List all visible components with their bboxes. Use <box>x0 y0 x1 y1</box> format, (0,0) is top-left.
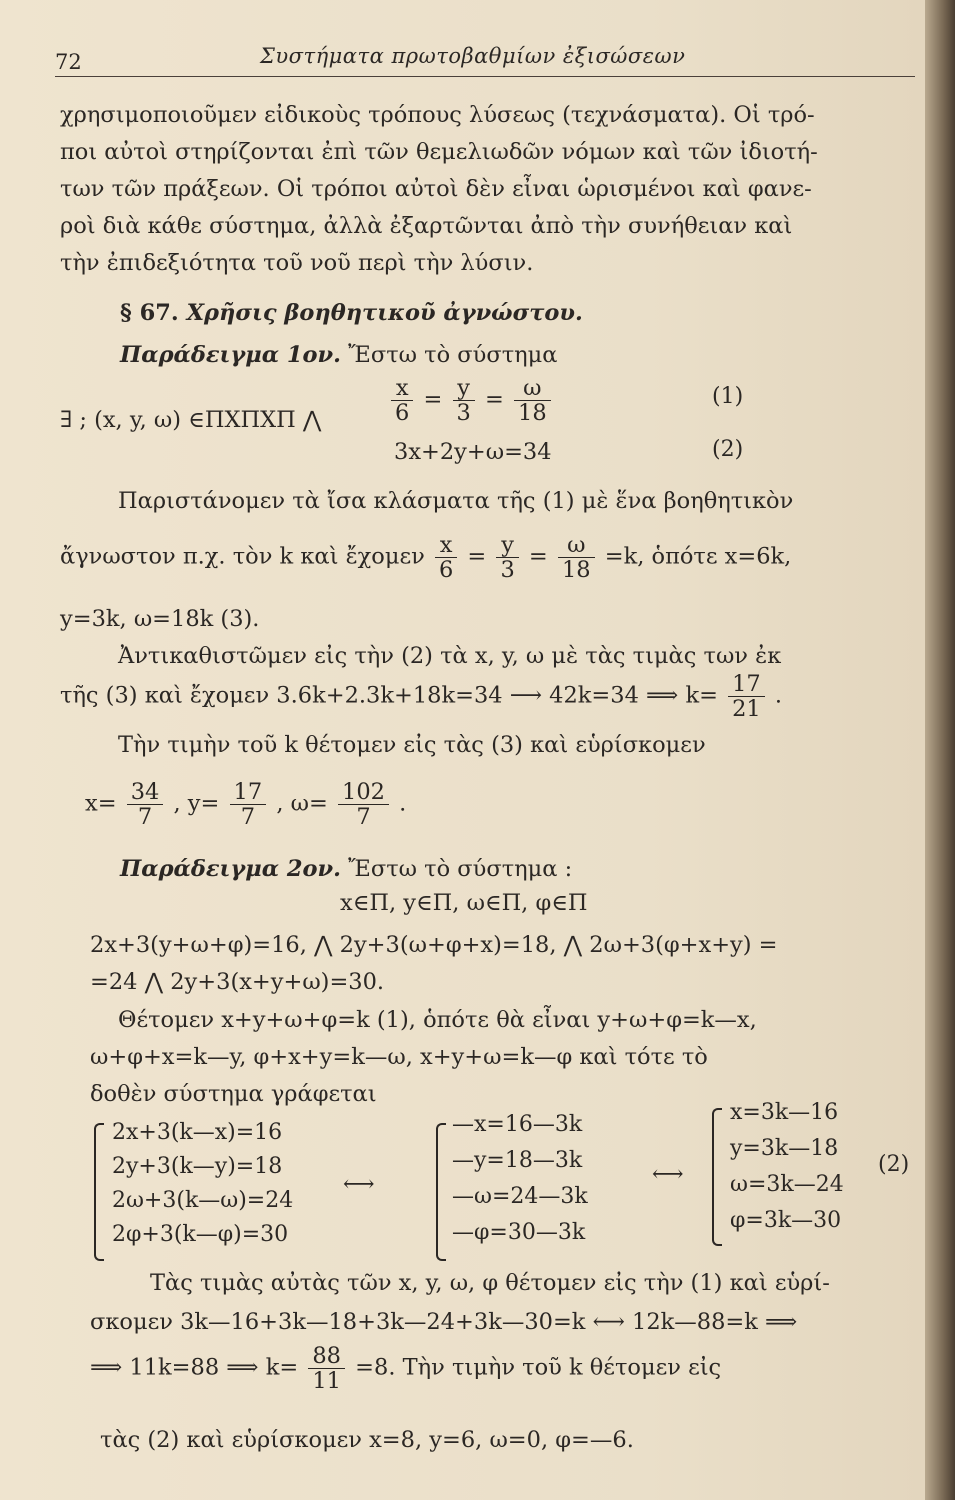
sys-c-4: φ=3k—30 <box>730 1208 842 1233</box>
frac-num: 102 <box>338 780 389 805</box>
brace-a <box>94 1123 104 1261</box>
example2-label: Παράδειγμα 2ον. <box>120 856 342 882</box>
frac-den: 7 <box>356 804 371 830</box>
frac-k <box>728 672 765 721</box>
frac-den: 6 <box>438 557 454 583</box>
equals-sign: = <box>467 543 487 570</box>
ex2-text-2: =24 ⋀ 2y+3(x+y+ω)=30. <box>90 969 385 995</box>
example1-eq1 <box>388 376 554 425</box>
section-number: § 67. <box>120 300 179 326</box>
eq2-number: (2) <box>712 437 744 462</box>
example1-eq2: 3x+2y+ω=34 <box>394 439 552 465</box>
frac-num: 88 <box>308 1344 345 1369</box>
frac-num: x <box>435 533 457 558</box>
ex2-text-4: ω+φ+x=k—y, φ+x+y=k—ω, x+y+ω=k—φ καὶ τότε τὸ <box>90 1044 708 1070</box>
frac-x-6 <box>435 533 457 582</box>
frac-w <box>338 780 389 829</box>
ex2-text-7: σκομεν 3k—16+3k—18+3k—24+3k—30=k ⟷ 12k—88=k ⟹ <box>90 1309 798 1335</box>
example2-intro: Ἔστω τὸ σύστημα : <box>348 856 573 882</box>
frac-num: ω <box>514 376 551 401</box>
frac-num: 34 <box>127 780 164 805</box>
arrow-2: ⟷ <box>652 1162 684 1187</box>
sol-w-lhs: , ω= <box>276 790 328 817</box>
running-title: Συστήματα πρωτοβαθμίων ἐξισώσεων <box>260 44 686 68</box>
ex1-text-5-end: . <box>774 682 783 709</box>
intro-line-4: ροὶ διὰ κάθε σύστημα, ἀλλὰ ἐξαρτῶνται ἀπὸ τὴν συνήθειαν καὶ <box>60 213 793 239</box>
sol-x-lhs: x= <box>85 790 117 817</box>
section-title: Χρῆσις βοηθητικοῦ ἀγνώστου. <box>186 300 583 326</box>
frac-den: 11 <box>312 1368 341 1394</box>
intro-line-1: χρησιμοποιοῦμεν εἰδικοὺς τρόπους λύσεως (τεχνάσματα). Οἱ τρό- <box>60 102 815 128</box>
frac-den: 7 <box>137 804 153 830</box>
ex1-text-2-start: ἄγνωστον π.χ. τὸν k καὶ ἔχομεν <box>60 543 425 570</box>
sys-c-3: ω=3k—24 <box>730 1172 844 1197</box>
intro-line-3: των τῶν πράξεων. Οἱ τρόποι αὐτοὶ δὲν εἶναι ὡρισμένοι καὶ φανε- <box>60 176 812 202</box>
intro-line-2: ποι αὐτοὶ στηρίζονται ἐπὶ τῶν θεμελιωδῶν νόμων καὶ τῶν ἰδιοτή- <box>60 139 818 165</box>
ex2-text-6: Τὰς τιμὰς αὐτὰς τῶν x, y, ω, φ θέτομεν εἰς τὴν (1) καὶ εὑρί- <box>150 1270 830 1296</box>
frac-den: 7 <box>240 804 256 830</box>
ex2-text-1: 2x+3(y+ω+φ)=16, ⋀ 2y+3(ω+φ+x)=18, ⋀ 2ω+3(φ+x+y) = <box>90 932 778 958</box>
sys-b-2: —y=18—3k <box>452 1148 583 1173</box>
sys-number: (2) <box>878 1152 910 1177</box>
ex1-text-5-start: τῆς (3) καὶ ἔχομεν 3.6k+2.3k+18k=34 ⟶ 42k=34 ⟹ k= <box>60 682 718 709</box>
frac-den: 18 <box>518 400 547 426</box>
section-heading <box>120 298 583 328</box>
frac-num: y <box>496 533 518 558</box>
ex1-text-1: Παριστάνομεν τὰ ἴσα κλάσματα τῆς (1) μὲ ἕνα βοηθητικὸν <box>118 488 794 514</box>
frac-num: 17 <box>230 780 267 805</box>
frac-w-18 <box>514 376 551 425</box>
brace-b <box>436 1123 446 1261</box>
sys-b-3: —ω=24—3k <box>452 1184 588 1209</box>
ex2-text-9: τὰς (2) καὶ εὑρίσκομεν x=8, y=6, ω=0, φ=—6. <box>100 1427 634 1453</box>
book-spine <box>925 0 955 1500</box>
page-number: 72 <box>55 50 82 74</box>
ex1-text-4: Ἀντικαθιστῶμεν εἰς τὴν (2) τὰ x, y, ω μὲ τὰς τιμὰς των ἐκ <box>118 643 782 669</box>
ex2-text-5: δοθὲν σύστημα γράφεται <box>90 1081 377 1107</box>
ex1-text-2 <box>60 533 791 582</box>
frac-den: 3 <box>456 400 471 426</box>
frac-num: x <box>391 376 413 401</box>
equals-sign: = <box>484 386 504 413</box>
equals-sign: = <box>528 543 548 570</box>
ex1-text-6: Τὴν τιμὴν τοῦ k θέτομεν εἰς τὰς (3) καὶ εὑρίσκομεν <box>118 732 706 758</box>
frac-x-6 <box>391 376 413 425</box>
ex1-text-2-end: =k, ὁπότε x=6k, <box>604 543 792 570</box>
frac-x <box>127 780 164 829</box>
frac-num: y <box>453 376 475 401</box>
sys-a-1: 2x+3(k—x)=16 <box>112 1120 283 1145</box>
ex2-text-8-start: ⟹ 11k=88 ⟹ k= <box>90 1354 299 1381</box>
frac-num: ω <box>558 533 595 558</box>
frac-y-3 <box>453 376 475 425</box>
page-header <box>55 40 915 80</box>
sol-y-lhs: , y= <box>173 790 220 817</box>
sys-b-1: —x=16—3k <box>452 1112 583 1137</box>
example1-intro: Ἔστω τὸ σύστημα <box>348 342 558 368</box>
sys-c-2: y=3k—18 <box>730 1136 839 1161</box>
frac-den: 18 <box>561 557 591 583</box>
example1-quantifier: ∃ ; (x, y, ω) ∈ΠΧΠΧΠ ⋀ <box>60 407 322 433</box>
example2-heading <box>120 854 572 884</box>
frac-num: 17 <box>728 672 765 697</box>
sys-a-4: 2φ+3(k—φ)=30 <box>112 1222 289 1247</box>
ex2-text-3: Θέτομεν x+y+ω+φ=k (1), ὁπότε θὰ εἶναι y+ω+φ=k—x, <box>118 1007 757 1033</box>
frac-y-3 <box>496 533 518 582</box>
ex1-solution <box>85 780 406 829</box>
sys-b-4: —φ=30—3k <box>452 1220 586 1245</box>
frac-w-18 <box>558 533 595 582</box>
arrow-1: ⟷ <box>343 1172 375 1197</box>
ex2-text-8-end: =8. Τὴν τιμὴν τοῦ k θέτομεν εἰς <box>355 1354 722 1381</box>
frac-y <box>230 780 267 829</box>
frac-den: 3 <box>500 557 515 583</box>
frac-k-2 <box>308 1344 345 1393</box>
sys-a-3: 2ω+3(k—ω)=24 <box>112 1188 294 1213</box>
sys-c-1: x=3k—16 <box>730 1100 839 1125</box>
frac-den: 21 <box>732 696 761 722</box>
eq1-number: (1) <box>712 384 744 409</box>
equals-sign: = <box>423 386 443 413</box>
sol-end: . <box>399 790 407 817</box>
brace-c <box>712 1108 722 1246</box>
example1-label: Παράδειγμα 1ον. <box>120 342 342 368</box>
sys-a-2: 2y+3(k—y)=18 <box>112 1154 283 1179</box>
ex1-text-5 <box>60 672 782 721</box>
ex2-text-8 <box>90 1344 721 1393</box>
example1-heading <box>120 340 557 370</box>
frac-den: 6 <box>395 400 410 426</box>
example2-domain: x∈Π, y∈Π, ω∈Π, φ∈Π <box>340 890 588 916</box>
ex1-text-3: y=3k, ω=18k (3). <box>60 606 260 632</box>
header-rule <box>55 76 915 77</box>
intro-line-5: τὴν ἐπιδεξιότητα τοῦ νοῦ περὶ τὴν λύσιν. <box>60 250 534 276</box>
